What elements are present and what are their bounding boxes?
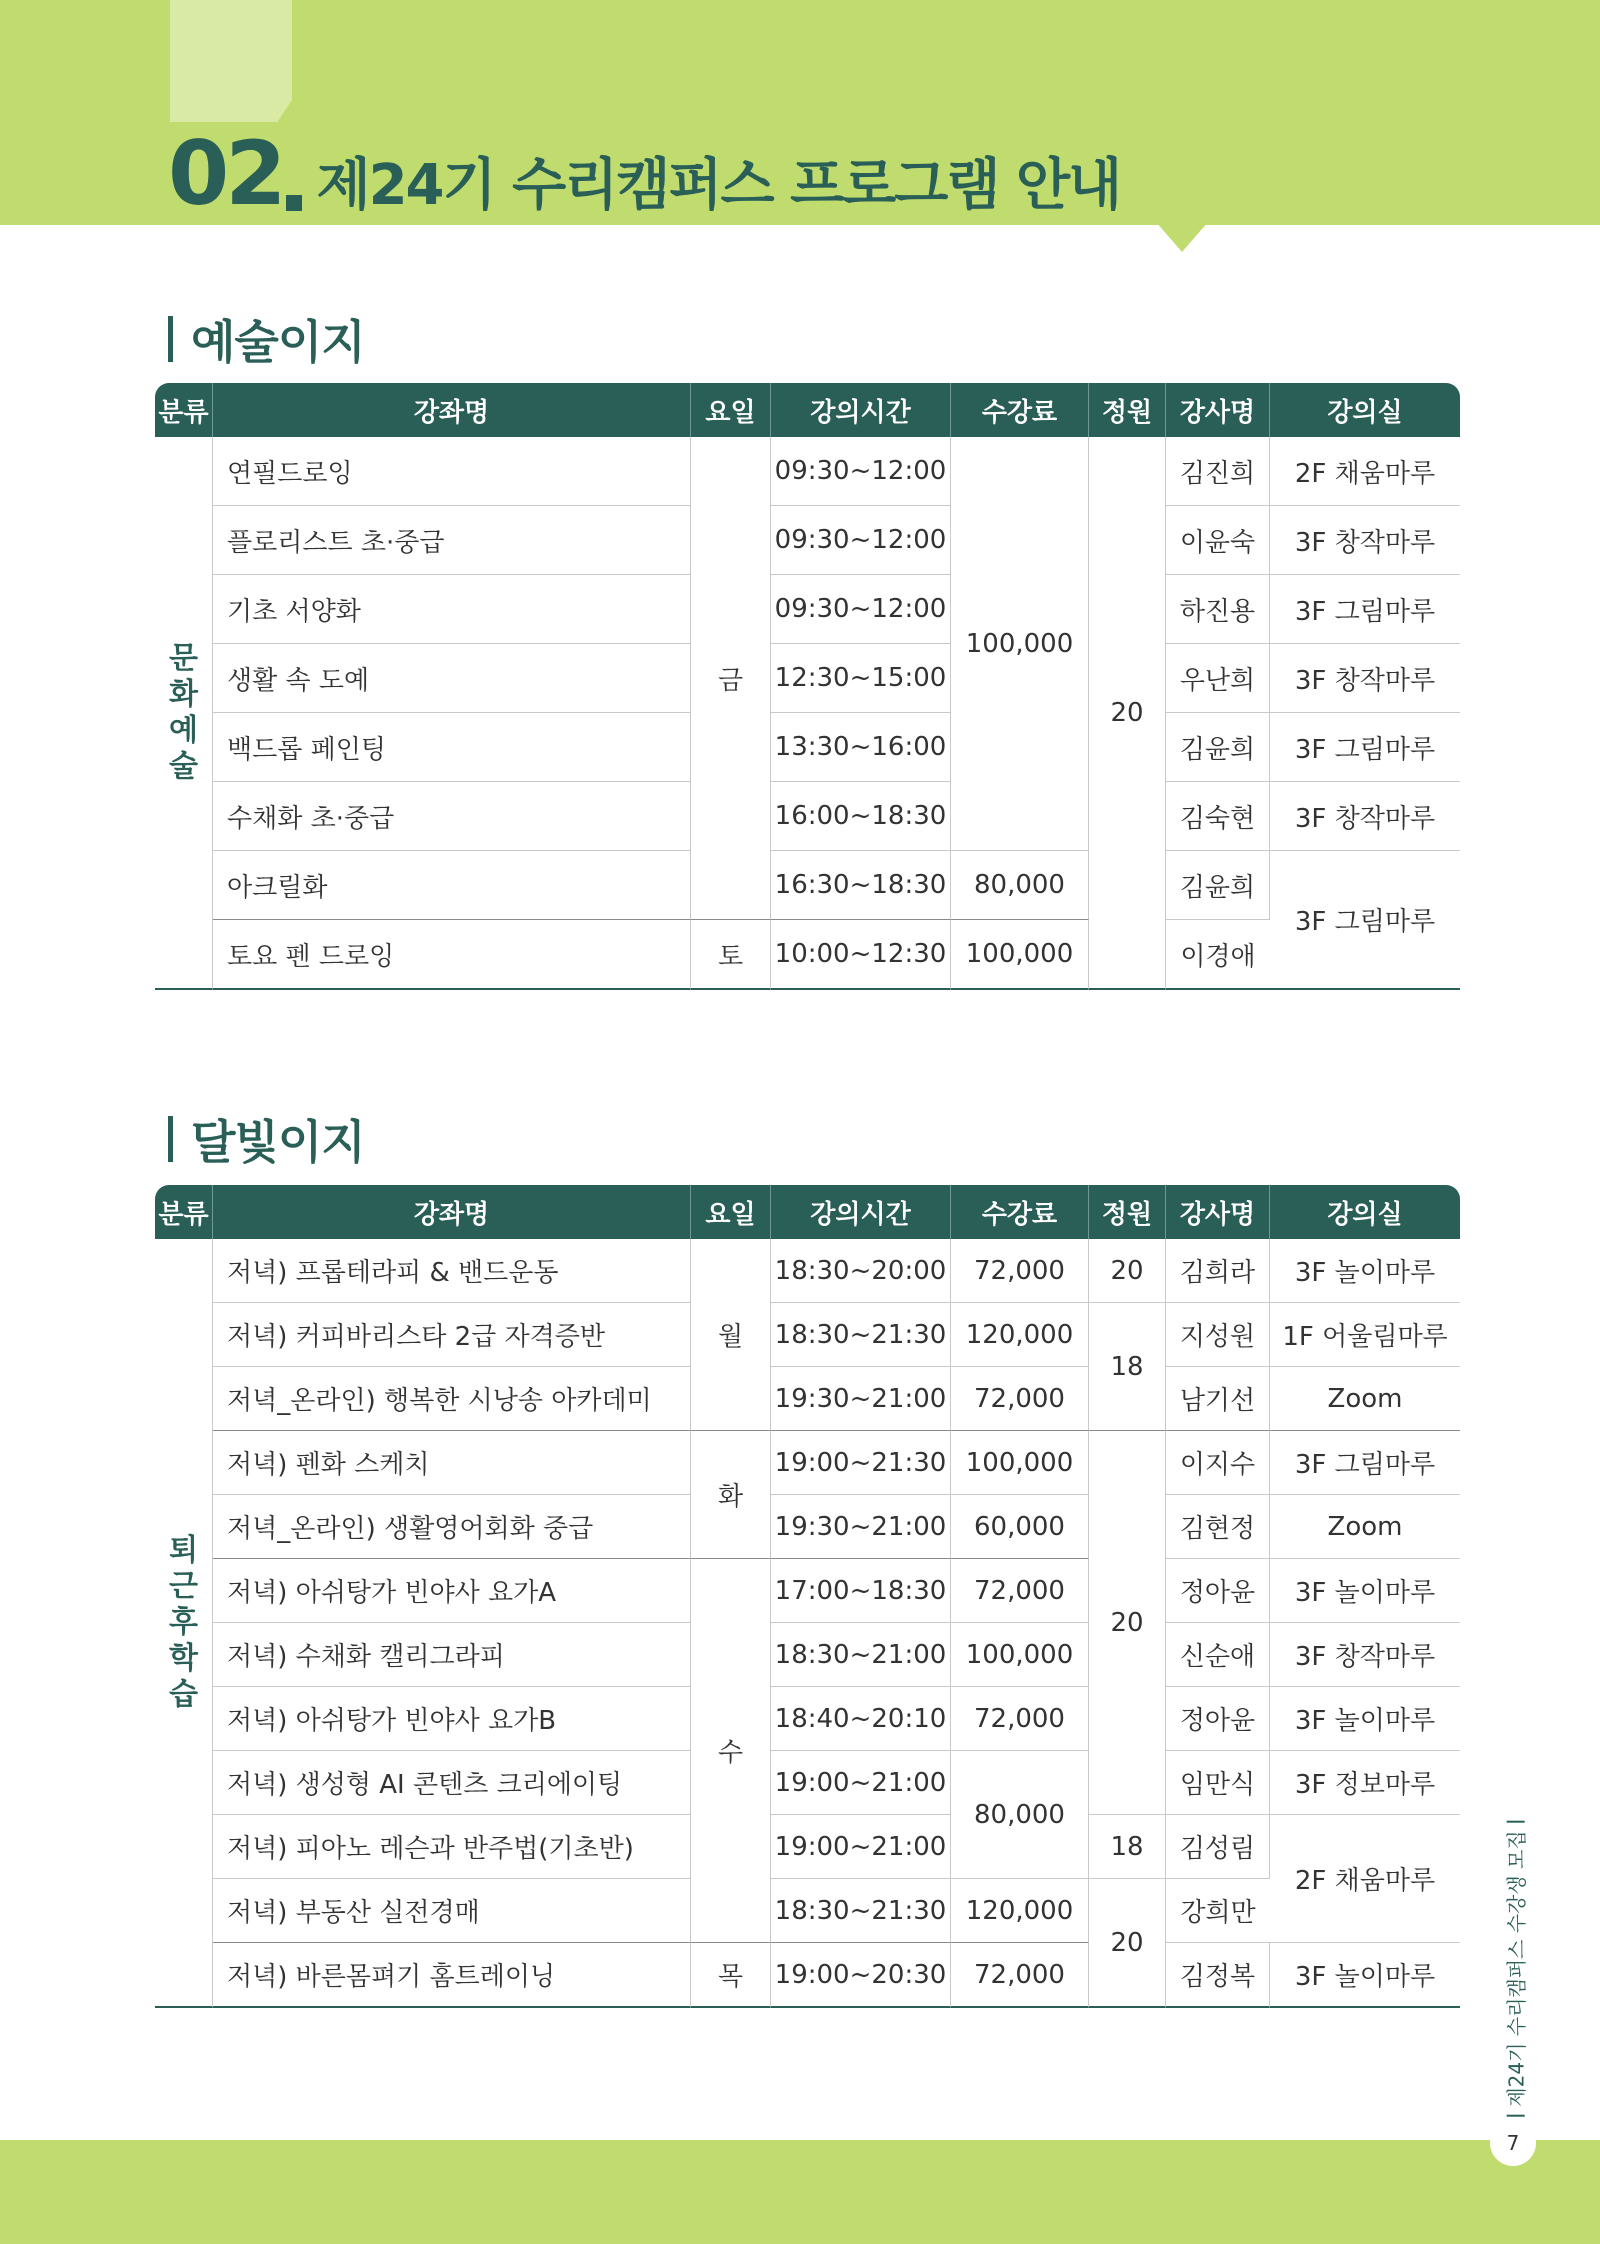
room-cell: Zoom [1270, 1495, 1460, 1559]
day-cell: 화 [691, 1431, 771, 1559]
table-row [155, 1623, 1460, 1687]
day-cell: 수 [691, 1559, 771, 1943]
instructor-cell: 하진용 [1166, 575, 1270, 644]
course-name: 저녁) 펜화 스케치 [213, 1431, 691, 1495]
time-cell: 19:00~21:30 [771, 1431, 951, 1495]
table-row [155, 575, 1460, 644]
time-cell: 18:30~20:00 [771, 1239, 951, 1303]
instructor-cell: 임만식 [1166, 1751, 1270, 1815]
table-row [155, 1943, 1460, 2008]
table-row [155, 506, 1460, 575]
time-cell: 09:30~12:00 [771, 575, 951, 644]
room-cell: 3F 창작마루 [1270, 1623, 1460, 1687]
course-name: 저녁) 피아노 레슨과 반주법(기초반) [213, 1815, 691, 1879]
room-cell: 3F 그림마루 [1270, 1431, 1460, 1495]
header-notch-decoration [1156, 222, 1208, 252]
time-cell: 18:40~20:10 [771, 1687, 951, 1751]
instructor-cell: 지성원 [1166, 1303, 1270, 1367]
section-heading-text: 달빛이지 [191, 1115, 365, 1169]
course-name: 저녁) 프롭테라피 & 밴드운동 [213, 1239, 691, 1303]
table-header-row [155, 383, 1460, 437]
capacity-cell: 18 [1089, 1303, 1166, 1431]
table-row [155, 1239, 1460, 1303]
col-header-room: 강의실 [1270, 1185, 1460, 1239]
fee-cell: 72,000 [951, 1943, 1089, 2008]
course-name: 플로리스트 초·중급 [213, 506, 691, 575]
table-row [155, 644, 1460, 713]
course-name: 아크릴화 [213, 851, 691, 920]
page-title-text: 제24기 수리캠퍼스 프로그램 안내 [316, 153, 1121, 218]
table-row [155, 920, 1460, 990]
time-cell: 17:00~18:30 [771, 1559, 951, 1623]
day-cell: 목 [691, 1943, 771, 2008]
fee-cell: 100,000 [951, 1623, 1089, 1687]
time-cell: 10:00~12:30 [771, 920, 951, 990]
instructor-cell: 김윤희 [1166, 851, 1270, 920]
time-cell: 18:30~21:00 [771, 1623, 951, 1687]
fee-cell: 80,000 [951, 851, 1089, 920]
section-heading-evening [168, 1106, 365, 1172]
fee-cell: 72,000 [951, 1239, 1089, 1303]
instructor-cell: 강희만 [1166, 1879, 1270, 1943]
course-name: 저녁_온라인) 생활영어회화 중급 [213, 1495, 691, 1559]
capacity-cell: 18 [1089, 1815, 1166, 1879]
section-number-dot [286, 195, 302, 211]
instructor-cell: 김성림 [1166, 1815, 1270, 1879]
room-cell: 3F 그림마루 [1270, 575, 1460, 644]
course-name: 백드롭 페인팅 [213, 713, 691, 782]
sidebar-mark [1506, 2114, 1524, 2116]
time-cell: 19:30~21:00 [771, 1495, 951, 1559]
col-header-course: 강좌명 [213, 1185, 691, 1239]
room-cell: 1F 어울림마루 [1270, 1303, 1460, 1367]
fee-cell: 80,000 [951, 1751, 1089, 1879]
col-header-capacity: 정원 [1089, 383, 1166, 437]
sidebar-caption [1500, 1828, 1530, 2108]
fee-cell: 72,000 [951, 1687, 1089, 1751]
table-row [155, 1687, 1460, 1751]
room-cell: Zoom [1270, 1367, 1460, 1431]
room-cell: 3F 놀이마루 [1270, 1687, 1460, 1751]
instructor-cell: 이경애 [1166, 920, 1270, 990]
art-schedule-table [155, 383, 1460, 990]
room-cell: 3F 정보마루 [1270, 1751, 1460, 1815]
instructor-cell: 김현정 [1166, 1495, 1270, 1559]
section-heading-art [168, 306, 365, 372]
fee-cell: 72,000 [951, 1559, 1089, 1623]
room-cell: 3F 놀이마루 [1270, 1943, 1460, 2008]
heading-bar [168, 1116, 173, 1162]
fee-cell: 100,000 [951, 437, 1089, 851]
course-name: 기초 서양화 [213, 575, 691, 644]
table-row [155, 1303, 1460, 1367]
fee-cell: 72,000 [951, 1367, 1089, 1431]
table-row [155, 851, 1460, 920]
capacity-cell: 20 [1089, 1431, 1166, 1815]
col-header-category: 분류 [155, 383, 213, 437]
course-name: 연필드로잉 [213, 437, 691, 506]
time-cell: 16:00~18:30 [771, 782, 951, 851]
course-name: 생활 속 도예 [213, 644, 691, 713]
fee-cell: 100,000 [951, 1431, 1089, 1495]
col-header-fee: 수강료 [951, 1185, 1089, 1239]
time-cell: 16:30~18:30 [771, 851, 951, 920]
table-row [155, 1495, 1460, 1559]
time-cell: 19:00~20:30 [771, 1943, 951, 2008]
section-number: 02 [168, 122, 283, 225]
instructor-cell: 남기선 [1166, 1367, 1270, 1431]
col-header-capacity: 정원 [1089, 1185, 1166, 1239]
time-cell: 12:30~15:00 [771, 644, 951, 713]
category-label: 문화예술 [169, 640, 198, 784]
day-cell: 금 [691, 437, 771, 920]
header-tab-decoration [170, 0, 292, 122]
course-name: 토요 펜 드로잉 [213, 920, 691, 990]
col-header-time: 강의시간 [771, 1185, 951, 1239]
course-name: 저녁) 아쉬탕가 빈야사 요가A [213, 1559, 691, 1623]
col-header-fee: 수강료 [951, 383, 1089, 437]
col-header-time: 강의시간 [771, 383, 951, 437]
instructor-cell: 이지수 [1166, 1431, 1270, 1495]
course-name: 수채화 초·중급 [213, 782, 691, 851]
col-header-category: 분류 [155, 1185, 213, 1239]
sidebar-caption-inner [1501, 1812, 1530, 2124]
col-header-day: 요일 [691, 1185, 771, 1239]
category-cell [155, 1239, 213, 2008]
table-row [155, 1431, 1460, 1495]
fee-cell: 100,000 [951, 920, 1089, 990]
time-cell: 19:00~21:00 [771, 1815, 951, 1879]
room-cell: 3F 창작마루 [1270, 782, 1460, 851]
category-label: 퇴근후 학습 [169, 1532, 198, 1712]
instructor-cell: 김진희 [1166, 437, 1270, 506]
page-title [168, 118, 1121, 225]
col-header-day: 요일 [691, 383, 771, 437]
day-cell: 월 [691, 1239, 771, 1431]
col-header-course: 강좌명 [213, 383, 691, 437]
day-cell: 토 [691, 920, 771, 990]
room-cell: 3F 놀이마루 [1270, 1559, 1460, 1623]
fee-cell: 120,000 [951, 1303, 1089, 1367]
table-header-row [155, 1185, 1460, 1239]
course-name: 저녁_온라인) 행복한 시낭송 아카데미 [213, 1367, 691, 1431]
table-row [155, 1815, 1460, 1879]
table-row [155, 1367, 1460, 1431]
category-cell [155, 437, 213, 990]
col-header-instructor: 강사명 [1166, 383, 1270, 437]
instructor-cell: 우난희 [1166, 644, 1270, 713]
course-name: 저녁) 부동산 실전경매 [213, 1879, 691, 1943]
room-cell: 3F 창작마루 [1270, 644, 1460, 713]
course-name: 저녁) 바른몸펴기 홈트레이닝 [213, 1943, 691, 2008]
capacity-cell: 20 [1089, 437, 1166, 990]
table-row [155, 713, 1460, 782]
time-cell: 09:30~12:00 [771, 437, 951, 506]
col-header-instructor: 강사명 [1166, 1185, 1270, 1239]
heading-bar [168, 316, 173, 362]
table-row [155, 1751, 1460, 1815]
section-heading-text: 예술이지 [191, 315, 365, 369]
fee-cell: 60,000 [951, 1495, 1089, 1559]
table-row [155, 437, 1460, 506]
instructor-cell: 신순애 [1166, 1623, 1270, 1687]
instructor-cell: 김희라 [1166, 1239, 1270, 1303]
col-header-room: 강의실 [1270, 383, 1460, 437]
sidebar-mark [1506, 1820, 1524, 1822]
course-name: 저녁) 생성형 AI 콘텐츠 크리에이팅 [213, 1751, 691, 1815]
instructor-cell: 김정복 [1166, 1943, 1270, 2008]
time-cell: 18:30~21:30 [771, 1303, 951, 1367]
room-cell: 3F 놀이마루 [1270, 1239, 1460, 1303]
instructor-cell: 정아윤 [1166, 1559, 1270, 1623]
table-row [155, 1879, 1460, 1943]
course-name: 저녁) 커피바리스타 2급 자격증반 [213, 1303, 691, 1367]
capacity-cell: 20 [1089, 1239, 1166, 1303]
instructor-cell: 정아윤 [1166, 1687, 1270, 1751]
room-cell: 3F 창작마루 [1270, 506, 1460, 575]
time-cell: 19:30~21:00 [771, 1367, 951, 1431]
time-cell: 18:30~21:30 [771, 1879, 951, 1943]
room-cell: 3F 그림마루 [1270, 851, 1460, 990]
time-cell: 19:00~21:00 [771, 1751, 951, 1815]
footer-band [0, 2140, 1600, 2244]
room-cell: 2F 채움마루 [1270, 1815, 1460, 1943]
instructor-cell: 김숙현 [1166, 782, 1270, 851]
course-name: 저녁) 수채화 캘리그라피 [213, 1623, 691, 1687]
room-cell: 2F 채움마루 [1270, 437, 1460, 506]
sidebar-caption-text: 제24기 수리캠퍼스 수강생 모집 [1504, 1829, 1529, 2107]
fee-cell: 120,000 [951, 1879, 1089, 1943]
course-name: 저녁) 아쉬탕가 빈야사 요가B [213, 1687, 691, 1751]
instructor-cell: 김윤희 [1166, 713, 1270, 782]
table-row [155, 782, 1460, 851]
room-cell: 3F 그림마루 [1270, 713, 1460, 782]
time-cell: 13:30~16:00 [771, 713, 951, 782]
table-row [155, 1559, 1460, 1623]
capacity-cell: 20 [1089, 1879, 1166, 2008]
page-number: 7 [1490, 2120, 1536, 2166]
evening-schedule-table [155, 1185, 1460, 2008]
instructor-cell: 이윤숙 [1166, 506, 1270, 575]
time-cell: 09:30~12:00 [771, 506, 951, 575]
